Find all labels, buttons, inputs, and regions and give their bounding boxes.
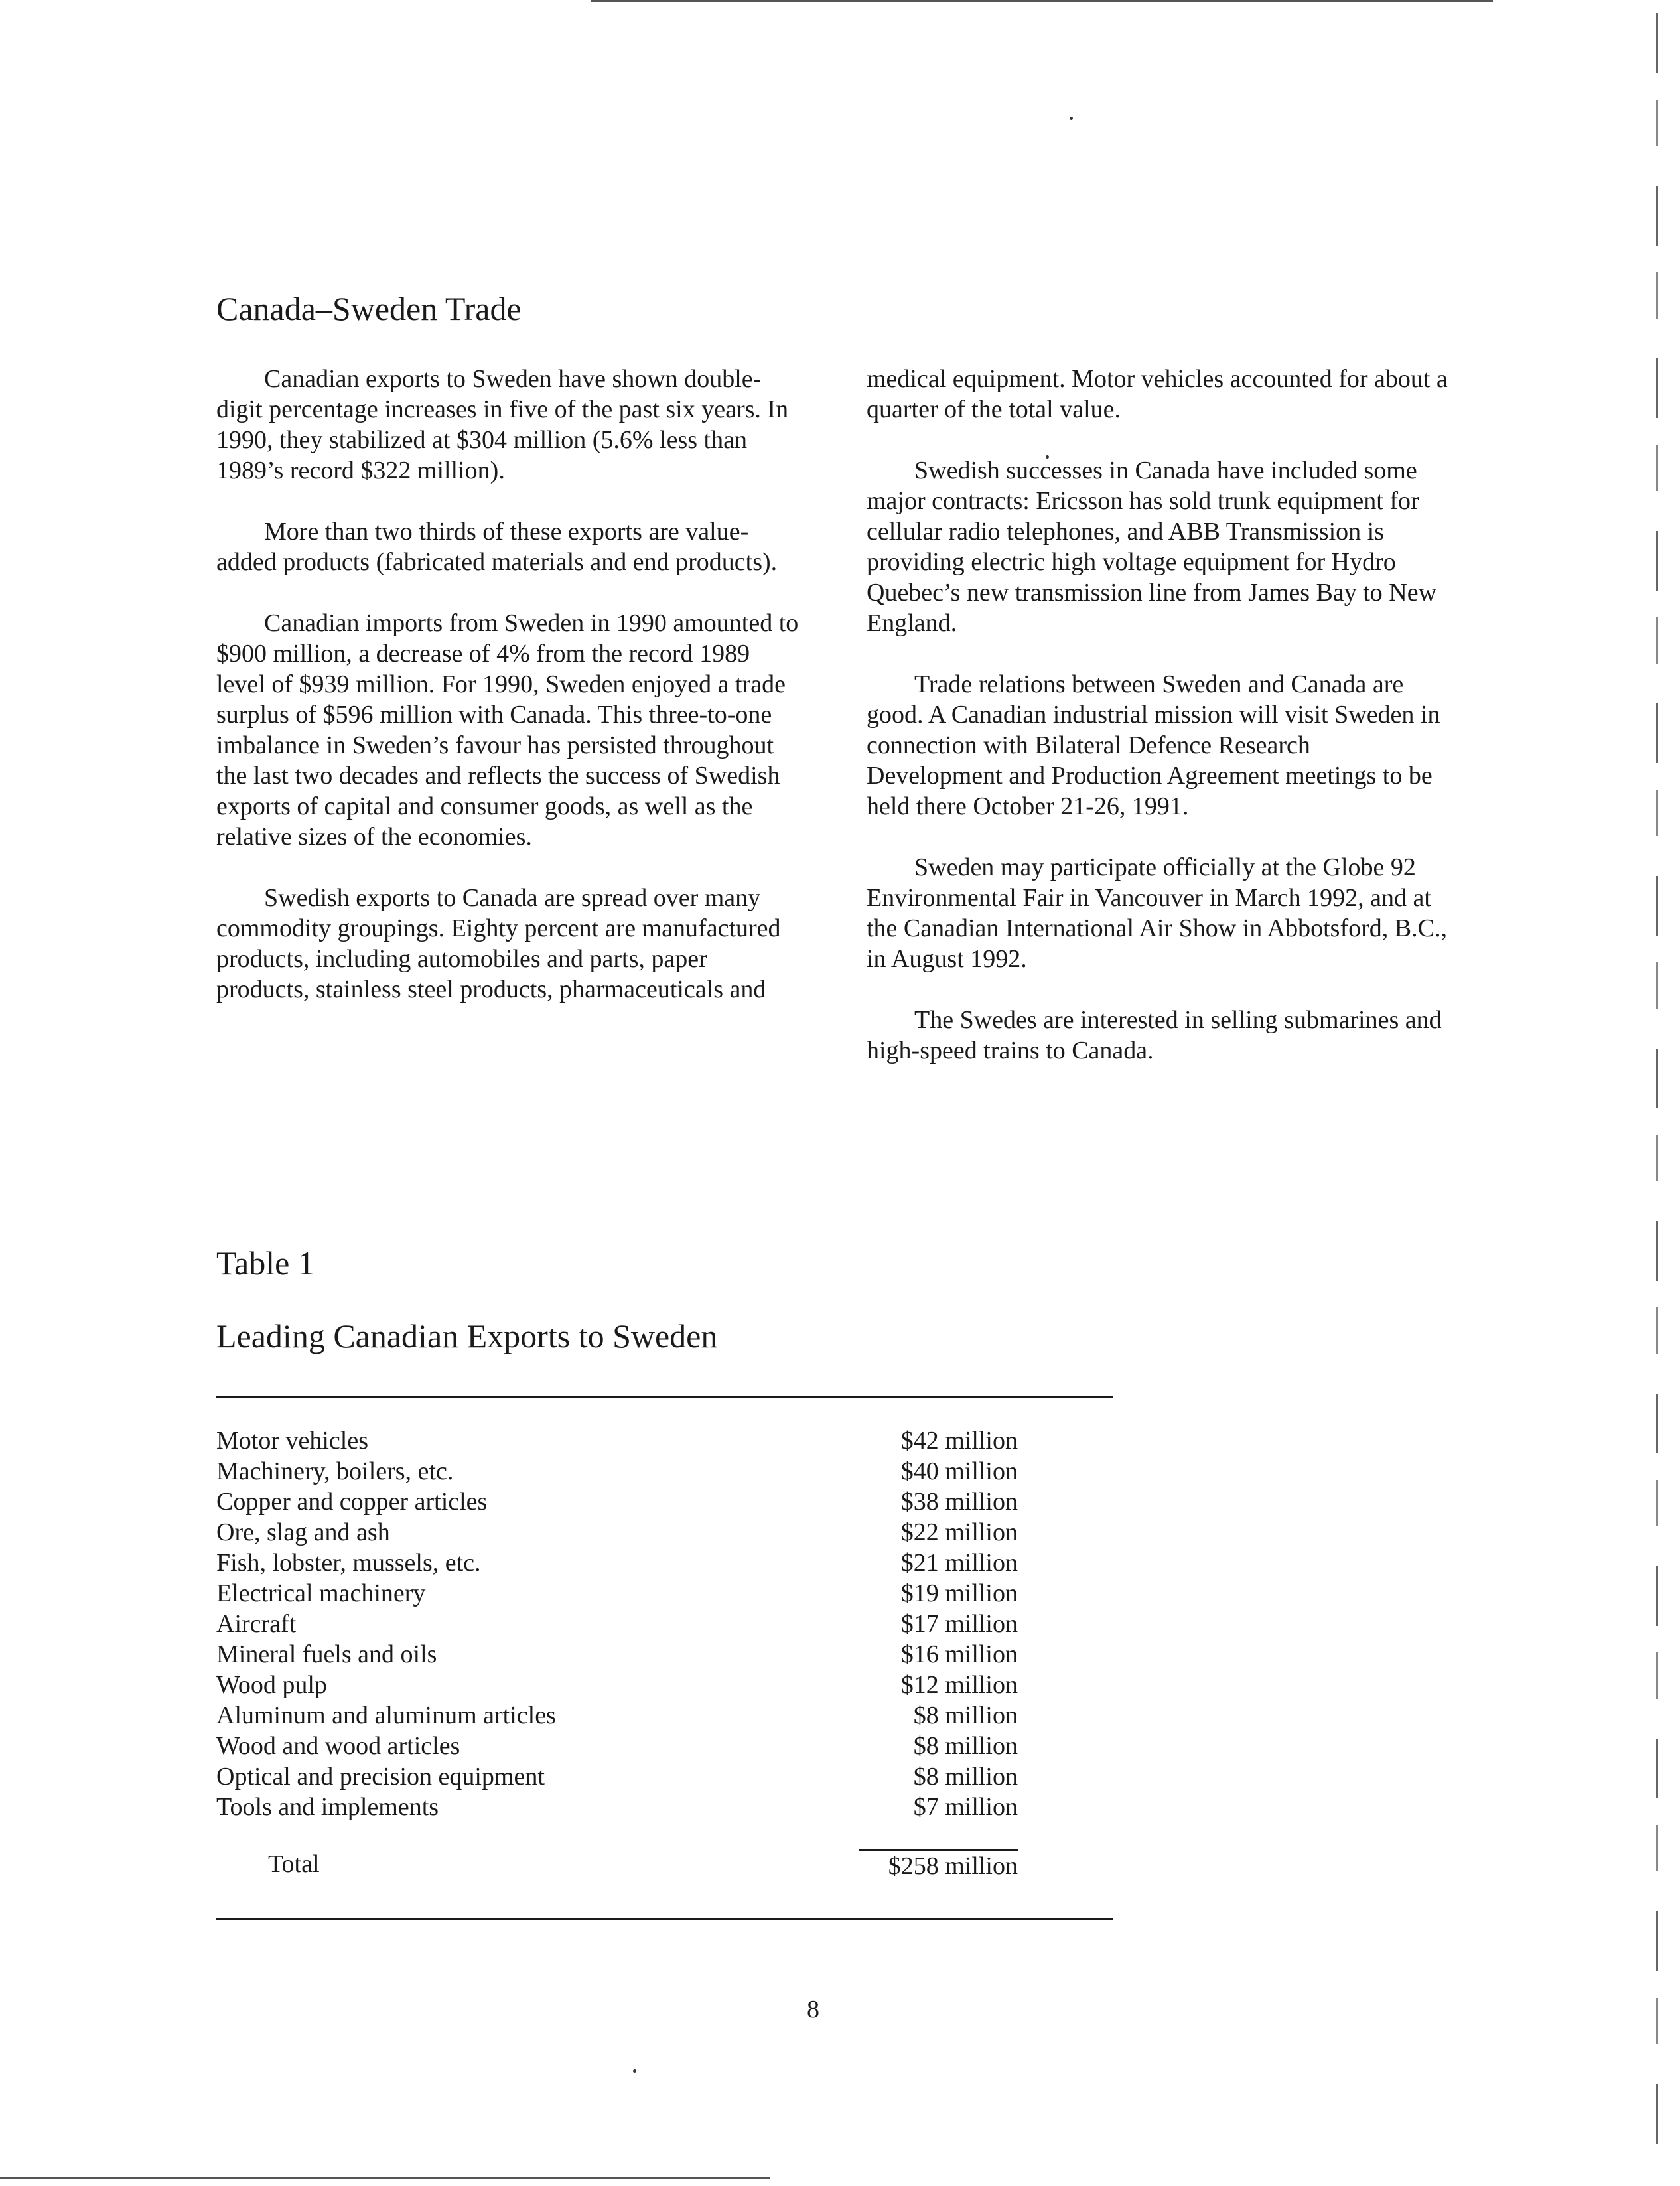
export-item: Motor vehicles [216,1427,369,1455]
export-value: $19 million [900,1579,1018,1607]
export-value: $7 million [913,1793,1018,1821]
table-row [216,1609,1113,1639]
total-value: $258 million [859,1849,1018,1881]
table-row [216,1517,1113,1548]
export-value: $16 million [900,1640,1018,1668]
export-value: $21 million [900,1549,1018,1577]
table-bottom-rule [216,1918,1113,1920]
section-title: Canada–Sweden Trade [216,290,522,327]
scan-edge-right [1656,13,1658,2170]
total-label: Total [268,1850,320,1878]
scan-speck [633,2069,636,2073]
export-value: $12 million [900,1671,1018,1699]
table-row [216,1761,1113,1792]
left-column [216,364,800,1035]
table-label: Table 1 [216,1244,315,1281]
paragraph: Sweden may participate officially at the Globe 92 Environmental Fair in Vancouver in March 1992, and at the Canadian International Air Show in Abbotsford, B.C., in August 1992. [867,853,1447,973]
scan-edge-top [591,0,1493,2]
export-value: $42 million [900,1427,1018,1455]
table-row [216,1639,1113,1670]
export-value: $8 million [913,1702,1018,1729]
paragraph: Canadian imports from Sweden in 1990 amounted to $900 million, a decrease of 4% from the record 1989 level of $939 million. For 1990, Sweden enjoyed a trade surplus of $596 million with Canada. This three-to-one imbalance in Sweden’s favour has persisted throughout the last two decades and reflects the success of Swedish exports of capital and consumer goods, as well as the relative sizes of the economies. [216,609,799,851]
export-item: Aircraft [216,1610,297,1638]
export-item: Copper and copper articles [216,1488,488,1516]
table-row [216,1578,1113,1609]
exports-table [216,1425,1113,1822]
export-item: Aluminum and aluminum articles [216,1702,556,1729]
export-value: $38 million [900,1488,1018,1516]
export-value: $8 million [913,1763,1018,1790]
table-row [216,1425,1113,1456]
page-number: 8 [807,1996,819,2023]
scan-edge-bottom [0,2177,770,2179]
paragraph: Swedish successes in Canada have included some major contracts: Ericsson has sold trunk equipment for cellular radio telephones, and ABB Transmission is providing electric high voltage equipment for Hydro Quebec’s new transmission line from James Bay to New England. [867,457,1437,637]
export-item: Tools and implements [216,1793,439,1821]
export-value: $40 million [900,1457,1018,1485]
table-row [216,1731,1113,1761]
paragraph: medical equipment. Motor vehicles accounted for about a quarter of the total value. [867,365,1448,423]
paragraph: Trade relations between Sweden and Canada are good. A Canadian industrial mission will visit Sweden in connection with Bilateral Defence Research Development and Production Agreement meetings to be held there October 21-26, 1991. [867,670,1440,820]
export-item: Optical and precision equipment [216,1763,545,1790]
table-total-row [216,1849,1113,1881]
export-value: $22 million [900,1518,1018,1546]
export-item: Wood pulp [216,1671,327,1699]
table-row [216,1548,1113,1578]
paragraph: More than two thirds of these exports are value-added products (fabricated materials and end products). [216,518,778,576]
table-row [216,1792,1113,1822]
table-row [216,1487,1113,1517]
right-column [867,364,1450,1096]
export-item: Ore, slag and ash [216,1518,390,1546]
export-value: $17 million [900,1610,1018,1638]
table-row [216,1700,1113,1731]
paragraph: Canadian exports to Sweden have shown double-digit percentage increases in five of the past six years. In 1990, they stabilized at $304 million (5.6% less than 1989’s record $322 million). [216,365,789,484]
table-row [216,1456,1113,1487]
export-item: Mineral fuels and oils [216,1640,437,1668]
paragraph: The Swedes are interested in selling submarines and high-speed trains to Canada. [867,1006,1442,1064]
table-title: Leading Canadian Exports to Sweden [216,1317,718,1354]
export-item: Fish, lobster, mussels, etc. [216,1549,481,1577]
export-item: Machinery, boilers, etc. [216,1457,454,1485]
export-value: $8 million [913,1732,1018,1760]
export-item: Wood and wood articles [216,1732,460,1760]
scan-speck [1070,117,1073,120]
table-top-rule [216,1396,1113,1398]
paragraph: Swedish exports to Canada are spread over many commodity groupings. Eighty percent are manufactured products, including automobiles and parts, paper products, stainless steel products, pharmaceuticals and [216,884,781,1003]
export-item: Electrical machinery [216,1579,426,1607]
table-row [216,1670,1113,1700]
